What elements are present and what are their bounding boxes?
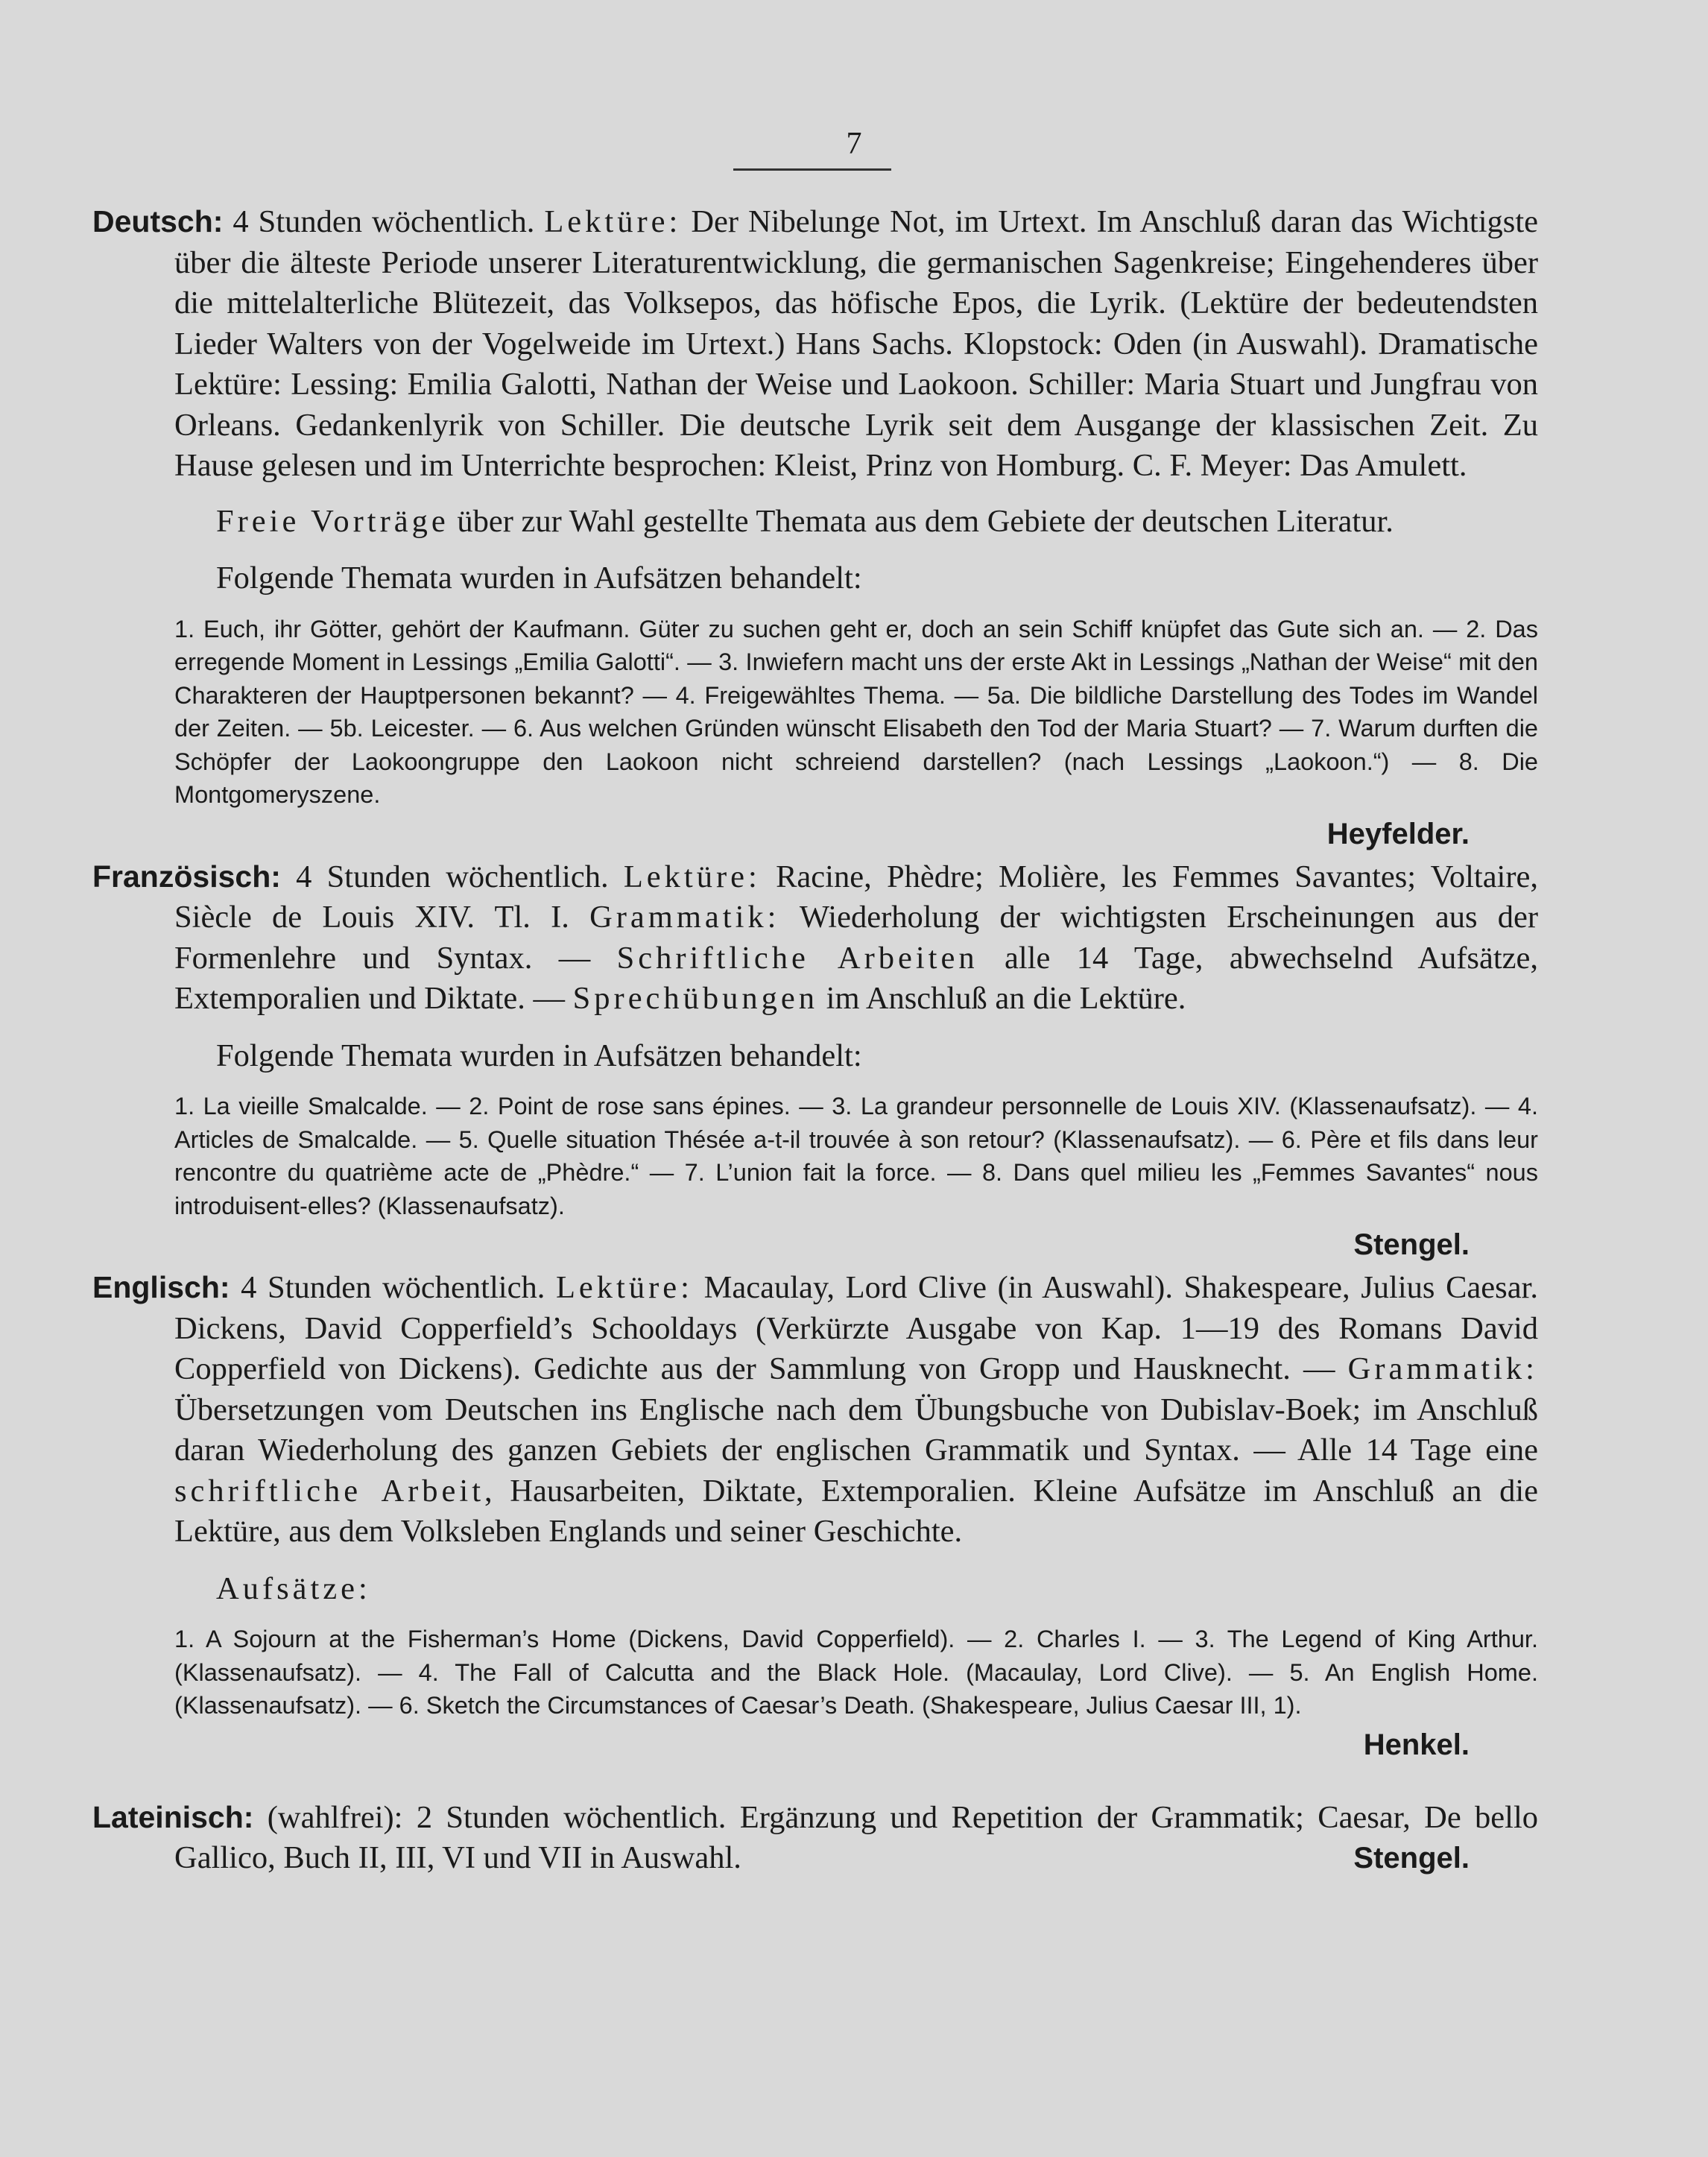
page-content <box>92 201 1538 1879</box>
lateinisch-author: Stengel. <box>1353 1842 1470 1875</box>
franzoesisch-themata-intro: Folgende Themata wurden in Aufsätzen behandelt: <box>216 1038 862 1073</box>
deutsch-themata-list: 1. Euch, ihr Götter, gehört der Kaufmann. Güter zu suchen geht er, doch an sein Schiff knüpfet das Gute sich an. — 2. Das erregende Moment in Lessings „Emilia Galotti“. — 3. Inwiefern macht uns der erste Akt in Lessings „Nathan der Weise“ mit den Charakteren der Hauptpersonen bekannt? — 4. Freigewähltes Thema. — 5a. Die bildliche Darstellung des Todes im Wandel der Zeiten. — 5b. Leicester. — 6. Aus welchen Gründen wünscht Elisabeth den Tod der Maria Stuart? — 7. Warum durften die Schöpfer der Laokoongruppe den Laokoon nicht schreiend darstellen? (nach Lessings „Laokoon.“) — 8. Die Montgomeryszene. <box>174 615 1538 808</box>
page-number-rule <box>733 168 891 171</box>
section-deutsch <box>92 201 1538 487</box>
englisch-text-2: Macaulay, Lord Clive (in Auswahl). Shakespeare, Julius Caesar. Dickens, David Copperfield’s Schooldays (Verkürzte Ausgabe von Kap. 1—19 des Romans David Copperfield von Dickens). Gedichte aus der Sammlung von Gropp und Hausknecht. — <box>174 1270 1538 1386</box>
section-franzoesisch <box>92 856 1538 1020</box>
franzoesisch-text-2: Racine, Phèdre; Molière, les Femmes Savantes; Voltaire, Siècle de Louis XIV. Tl. I. <box>174 859 1539 935</box>
franzoesisch-arbeiten-label: Schriftliche Arbeiten <box>616 940 978 976</box>
section-englisch <box>92 1267 1538 1553</box>
franzoesisch-lektuere-label: Lektüre: <box>623 859 761 894</box>
deutsch-text-1: 4 Stunden wöchentlich. <box>223 204 545 239</box>
deutsch-vortraege-label: Freie Vorträge <box>216 503 449 539</box>
franzoesisch-text-3: Wiederholung der wichtigsten Erscheinungen aus der Formenlehre und Syntax. — <box>174 900 1538 976</box>
englisch-themata-list: 1. A Sojourn at the Fisherman’s Home (Dickens, David Copperfield). — 2. Charles I. — 3. The Legend of King Arthur. (Klassenaufsatz). — 4. The Fall of Calcutta and the Black Hole. (Macaulay, Lord Clive). — 5. An English Home. (Klassenaufsatz). — 6. Sketch the Circumstances of Caesar’s Death. (Shakespeare, Julius Caesar III, 1). <box>174 1626 1538 1719</box>
heading-franzoesisch: Französisch: <box>92 859 281 894</box>
englisch-text-4: , Hausarbeiten, Diktate, Extemporalien. Kleine Aufsätze im Anschluß an die Lektüre, aus dem Volksleben Englands und seiner Geschichte. <box>174 1473 1538 1549</box>
deutsch-themata-intro: Folgende Themata wurden in Aufsätzen behandelt: <box>216 560 862 596</box>
deutsch-text-2: Der Nibelunge Not, im Urtext. Im Anschluß daran das Wichtigste über die älteste Periode unserer Literaturentwicklung, die germanischen Sagenkreise; Eingehenderes über die mittelalterliche Blütezeit, das Volksepos, das höfische Epos, die Lyrik. (Lektüre der bedeutendsten Lieder Walters von der Vogelweide im Urtext.) Hans Sachs. Klopstock: Oden (in Auswahl). Dramatische Lektüre: Lessing: Emilia Galotti, Nathan der Weise und Laokoon. Schiller: Maria Stuart und Jungfrau von Orleans. Gedankenlyrik von Schiller. Die deutsche Lyrik seit dem Ausgange der klassischen Zeit. Zu Hause gelesen und im Unterrichte besprochen: Kleist, Prinz von Homburg. C. F. Meyer: Das Amulett. <box>174 204 1538 483</box>
page-number: 7 <box>846 127 862 161</box>
englisch-text-1: 4 Stunden wöchentlich. <box>230 1270 556 1305</box>
franzoesisch-text-1: 4 Stunden wöchentlich. <box>280 859 624 894</box>
englisch-grammatik-label: Grammatik: <box>1347 1351 1538 1386</box>
deutsch-author: Heyfelder. <box>1326 817 1470 850</box>
franzoesisch-text-5: im Anschluß an die Lektüre. <box>818 981 1186 1016</box>
deutsch-vortraege <box>92 502 1538 543</box>
heading-englisch: Englisch: <box>92 1270 230 1304</box>
deutsch-vortraege-text: über zur Wahl gestellte Themata aus dem Gebiete der deutschen Literatur. <box>449 503 1394 539</box>
franzoesisch-author: Stengel. <box>1353 1228 1470 1261</box>
franzoesisch-sprech-label: Sprechübungen <box>572 981 819 1016</box>
englisch-aufsaetze-label <box>92 1569 1538 1610</box>
heading-deutsch: Deutsch: <box>92 204 224 239</box>
franzoesisch-text-4: alle 14 Tage, abwechselnd Aufsätze, Extemporalien und Diktate. — <box>174 940 1538 1016</box>
englisch-author: Henkel. <box>1363 1728 1470 1761</box>
englisch-text-3: Übersetzungen vom Deutschen ins Englische nach dem Übungsbuche von Dubislav-Boek; im Anschluß daran Wiederholung des ganzen Gebiets der englischen Grammatik und Syntax. — Alle 14 Tage eine <box>174 1392 1538 1468</box>
franzoesisch-themata-list: 1. La vieille Smalcalde. — 2. Point de rose sans épines. — 3. La grandeur personnelle de Louis XIV. (Klassenaufsatz). — 4. Articles de Smalcalde. — 5. Quelle situation Thésée a-t-il trouvée à son retour? (Klassenaufsatz). — 6. Père et fils dans leur rencontre du quatrième acte de „Phèdre.“ — 7. L’union fait la force. — 8. Dans quel milieu les „Femmes Savantes“ nous introduisent-elles? (Klassenaufsatz). <box>174 1093 1538 1219</box>
heading-lateinisch: Lateinisch: <box>92 1799 254 1834</box>
lateinisch-text: (wahlfrei): 2 Stunden wöchentlich. Ergänzung und Repetition der Grammatik; Caesar, De bello Gallico, Buch II, III, VI und VII in Auswahl. <box>174 1799 1538 1875</box>
englisch-arbeit-label: schriftliche Arbeit <box>174 1473 485 1509</box>
franzoesisch-grammatik-label: Grammatik: <box>589 900 780 935</box>
deutsch-lektuere-label: Lektüre: <box>544 204 682 239</box>
section-lateinisch <box>92 1797 1538 1879</box>
englisch-lektuere-label: Lektüre: <box>555 1270 693 1305</box>
englisch-aufsaetze-label-text: Aufsätze: <box>216 1570 371 1606</box>
